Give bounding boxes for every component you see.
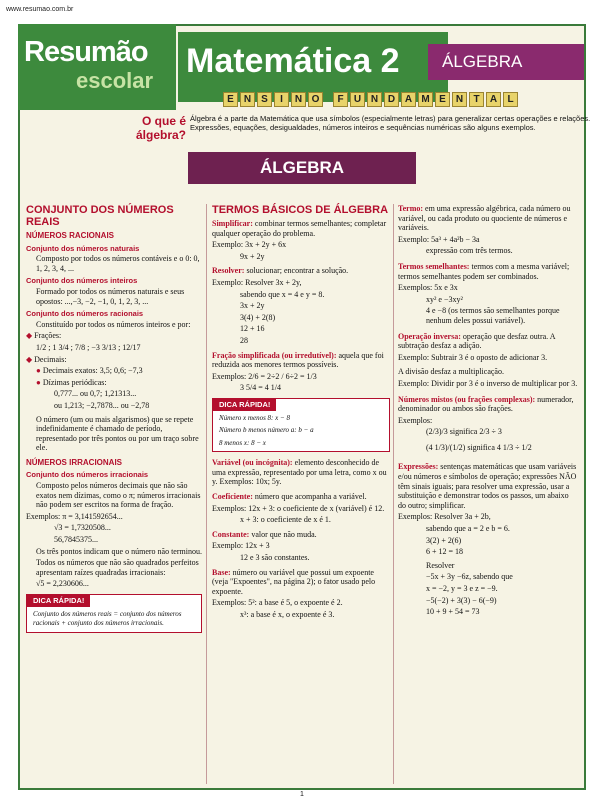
example	[212, 372, 390, 382]
example-value: 5²: a base é 5, o expoente é 2.	[248, 598, 343, 608]
example: √5 = 2,230606...	[36, 579, 89, 589]
subtitle-letter-tile: M	[418, 92, 433, 107]
example: 6 + 12 = 18	[426, 547, 464, 557]
term: Resolver:	[212, 266, 245, 276]
term-text: elemento desconhecido de uma expressão, representado por uma letra, como x ou y. Exemplos: 10x; 5y.	[212, 458, 387, 487]
example	[26, 512, 202, 522]
label: Exemplos:	[212, 598, 247, 608]
example: x = −2, y = 3 e z = −9.	[426, 584, 498, 593]
example: 3 5/4 = 4 1/4	[240, 383, 281, 393]
bullet-icon: ◆	[26, 331, 35, 341]
example: 28	[240, 335, 248, 345]
example: Decimais exatos: 3,5; 0,6; −7,3	[42, 366, 143, 376]
term: Expressões:	[398, 462, 439, 472]
logo-line1: Resumão	[24, 36, 148, 68]
term: Coeficiente:	[212, 492, 253, 502]
section-heading: CONJUNTO DOS NÚMEROS REAIS	[26, 204, 174, 228]
term-text: em uma expressão algébrica, cada número ou variável, ou cada produto ou quociente de números e variáveis.	[398, 204, 571, 233]
label: Exemplo:	[398, 352, 430, 362]
example: Resolver	[426, 560, 455, 570]
bullet-icon: ●	[36, 377, 43, 387]
example	[398, 283, 578, 293]
tip-label: DICA RÁPIDA!	[213, 399, 276, 411]
term-text: valor que não muda.	[251, 529, 317, 539]
subtitle-letter-tile: S	[257, 92, 272, 107]
definition	[398, 462, 578, 510]
term: Termo:	[398, 204, 424, 213]
subtitle-letter-tile: U	[350, 92, 365, 107]
term: Variável (ou incógnita):	[212, 458, 293, 468]
term: Constante:	[212, 529, 250, 539]
column-divider	[206, 204, 207, 784]
tip-line: Número x menos 8: x − 8	[219, 413, 290, 422]
label: Decimais:	[34, 354, 67, 364]
example-value: 3x + 2y + 6x	[245, 240, 287, 250]
paragraph: A divisão desfaz a multiplicação.	[398, 367, 504, 377]
paragraph: Constituído por todos os números inteiros e por:	[36, 319, 191, 329]
intro-text: Álgebra é a parte da Matemática que usa símbolos (especialmente letras) para generalizar certas operações e relações. Expressões, equações, desigualdades, números inteiros e sequências numéricas são alguns exemplos.	[190, 114, 591, 132]
label: Frações:	[34, 331, 62, 341]
subheading: NÚMEROS RACIONAIS	[26, 231, 115, 240]
subtitle-letter-tile: N	[452, 92, 467, 107]
tip-line: Número b menos número a: b − a	[219, 426, 314, 435]
example: 56,7845375...	[54, 535, 98, 545]
page-title: Matemática 2	[178, 32, 448, 102]
example: −5x + 3y −6z, sabendo que	[426, 572, 513, 582]
paragraph: Formado por todos os números naturais e seus opostos: ...,−3, −2, −1, 0, 1, 2, 3, ...	[36, 286, 185, 306]
example: expressão com três termos.	[426, 246, 513, 256]
example	[212, 598, 390, 608]
definition	[212, 458, 390, 487]
label: Exemplo:	[398, 378, 430, 388]
term-text: operação que desfaz outra. A subtração desfaz a adição.	[398, 331, 556, 351]
label: Exemplos:	[26, 511, 61, 521]
header	[18, 24, 586, 112]
subtitle-letter-tile: A	[401, 92, 416, 107]
subtitle-letter-tile: I	[274, 92, 289, 107]
paragraph: Todos os números que não são quadrados perfeitos apresentam raízes quadradas irracionais:	[36, 558, 199, 577]
definition	[212, 219, 390, 238]
paragraph: Os três pontos indicam que o número não terminou.	[36, 546, 202, 556]
example	[212, 240, 390, 250]
paragraph: Composto pelos números decimais que não são exatos nem dízimas, como o π; números irracionais não podem ser escritos na forma de fração.	[36, 481, 201, 510]
tip-box	[26, 594, 202, 633]
label: Exemplo:	[398, 234, 430, 244]
subtitle-letter-tile: E	[435, 92, 450, 107]
term-text: numerador, denominador ou ambos são frações.	[398, 394, 574, 414]
term-text: termos com a mesma variável; termos semelhantes podem ser combinados.	[398, 261, 570, 281]
term-text: solucionar; encontrar a solução.	[246, 266, 349, 276]
section-banner: ÁLGEBRA	[188, 152, 416, 184]
example	[398, 379, 578, 389]
example-value: 2/6 = 2÷2 / 6÷2 = 1/3	[248, 371, 317, 381]
example-value: Dividir por 3 é o inverso de multiplicar por 3.	[431, 378, 578, 388]
example-value: 5x e 3x	[434, 283, 458, 293]
logo-line2: escolar	[76, 68, 154, 93]
term: Base:	[212, 567, 231, 577]
list-item	[26, 366, 202, 376]
paragraph: O número (um ou mais algarismos) que se repete indefinidamente é chamado de período, representado por três pontos ou por um traço sobre ele.	[36, 414, 199, 453]
subtitle-letter-tile: F	[333, 92, 348, 107]
label: Exemplo:	[212, 277, 244, 287]
label: Exemplos:	[212, 503, 247, 513]
definition	[212, 568, 390, 597]
example	[398, 416, 578, 426]
example: x + 3: o coeficiente de x é 1.	[240, 515, 331, 525]
tip-line: 8 menos x: 8 − x	[219, 438, 266, 447]
tip-label: DICA RÁPIDA!	[27, 595, 90, 607]
subheading: NÚMEROS IRRACIONAIS	[26, 457, 123, 467]
label: Exemplos:	[398, 283, 433, 293]
example-value: π = 3,141592654...	[62, 511, 123, 521]
term: Números mistos (ou frações complexas):	[398, 394, 536, 404]
definition	[398, 262, 578, 281]
term-text: sentenças matemáticas que usam variáveis e/ou números e símbolos de operação; expressões NÃO têm sinais iguais; para resolver uma expressão, usar a substituição e demonstrar todos os passos, um abaixo do outro; simplificar.	[398, 462, 577, 510]
example: sabendo que a = 2 e b = 6.	[426, 524, 510, 534]
definition	[398, 204, 578, 233]
example: xy² e −3xy²	[426, 294, 463, 304]
list-item	[26, 378, 202, 388]
definition	[212, 266, 390, 276]
term: Fração simplificada (ou irredutível):	[212, 350, 337, 360]
subtitle-letter-tile: A	[486, 92, 501, 107]
example: (2/3)/3 significa 2/3 ÷ 3	[426, 427, 502, 437]
example-value: 12x + 3: o coeficiente de x (variável) é 12.	[248, 503, 385, 513]
example: Dízimas periódicas:	[42, 377, 107, 387]
example: 0,777... ou 0,7; 1,21313...	[54, 389, 137, 399]
subject-tag: ÁLGEBRA	[428, 44, 584, 80]
subtitle-letter-tile: D	[384, 92, 399, 107]
subsubheading: Conjunto dos números racionais	[26, 309, 144, 319]
brand-logo	[18, 24, 176, 110]
list-item	[26, 331, 202, 341]
term-text: combinar termos semelhantes; completar qualquer operação do problema.	[212, 219, 387, 238]
term: Termos semelhantes:	[398, 261, 470, 271]
definition	[398, 395, 578, 414]
label: Exemplo:	[212, 240, 244, 250]
definition	[398, 332, 578, 351]
label: Exemplo:	[212, 541, 244, 551]
subsubheading: Conjunto dos números naturais	[26, 243, 140, 253]
subsubheading: Conjunto dos números inteiros	[26, 276, 138, 286]
subtitle-letter-tile: E	[223, 92, 238, 107]
example-value: Resolver 3a + 2b,	[434, 512, 491, 522]
example: 12 e 3 são constantes.	[240, 553, 310, 563]
tip-box	[212, 398, 390, 452]
column-2	[212, 204, 390, 622]
intro-question: O que é álgebra?	[135, 114, 186, 142]
bullet-icon: ●	[36, 366, 43, 376]
tile-gap	[325, 92, 331, 107]
label: Exemplos:	[212, 371, 247, 381]
example: −5(−2) + 3(3) − 6(−9)	[426, 595, 497, 605]
example: 3x + 2y	[240, 301, 265, 311]
term: Operação inversa:	[398, 331, 461, 341]
column-3	[398, 204, 578, 619]
column-1	[26, 204, 202, 633]
example-value: Subtrair 3 é o oposto de adicionar 3.	[431, 352, 548, 362]
page-number: 1	[300, 791, 304, 798]
subsubheading: Conjunto dos números irracionais	[26, 470, 149, 480]
example	[398, 353, 578, 363]
subtitle-letter-tile: N	[367, 92, 382, 107]
example: ou 1,213; −2,7878... ou −2,78	[54, 400, 150, 410]
definition	[212, 351, 390, 370]
example: 4 e −8 (os termos são semelhantes porque nenhum deles possui variável).	[426, 306, 560, 325]
example: 10 + 9 + 54 = 73	[426, 607, 480, 617]
example: 3(2) + 2(6)	[426, 535, 462, 545]
example: 3(4) + 2(8)	[240, 312, 276, 322]
paragraph: Composto por todos os números contáveis e o 0: 0, 1, 2, 3, 4, ...	[36, 254, 200, 273]
definition	[212, 492, 390, 502]
subtitle-letter-tile: T	[469, 92, 484, 107]
example	[212, 278, 390, 288]
example-value: Resolver 3x + 2y,	[245, 277, 302, 287]
subtitle-letter-tile: O	[308, 92, 323, 107]
label: Exemplos:	[398, 415, 433, 425]
subtitle-letter-tile: N	[291, 92, 306, 107]
example-value: 5a³ + 4a²b − 3a	[431, 234, 480, 244]
term-text: aquela que foi reduzida aos menores termos possíveis.	[212, 350, 384, 370]
column-divider	[393, 204, 394, 784]
list-item	[26, 355, 202, 365]
term-text: número ou variável que possui um expoente (veja "Expoentes", na página 2); o fator usado pelo expoente.	[212, 567, 376, 596]
example: (4 1/3)/(1/2) significa 4 1/3 ÷ 1/2	[426, 442, 532, 452]
term: Simplificar:	[212, 219, 253, 228]
example: 1/2 ; 1 3/4 ; 7/8 ; −3 3/13 ; 12/17	[36, 342, 141, 352]
subtitle-letter-tile: L	[503, 92, 518, 107]
example	[212, 504, 390, 514]
example: sabendo que x = 4 e y = 8.	[240, 289, 325, 299]
section-heading: TERMOS BÁSICOS DE ÁLGEBRA	[212, 204, 389, 216]
example: √3 = 1,7320508...	[54, 523, 111, 533]
example: x³: a base é x, o expoente é 3.	[240, 610, 335, 619]
site-url: www.resumao.com.br	[6, 6, 74, 13]
term-text: número que acompanha a variável.	[254, 492, 367, 502]
example	[398, 235, 578, 245]
subtitle-tiles	[223, 92, 518, 107]
example	[212, 541, 390, 551]
definition	[212, 530, 390, 540]
subtitle-letter-tile: N	[240, 92, 255, 107]
example-value: 12x + 3	[245, 541, 270, 551]
example: 12 + 16	[240, 324, 265, 334]
example: 9x + 2y	[240, 251, 265, 261]
example	[398, 512, 578, 522]
tip-text: Conjunto dos números reais = conjunto dos números racionais + conjunto dos números irracionais.	[33, 609, 182, 628]
label: Exemplos:	[398, 512, 433, 522]
bullet-icon: ◆	[26, 354, 35, 364]
